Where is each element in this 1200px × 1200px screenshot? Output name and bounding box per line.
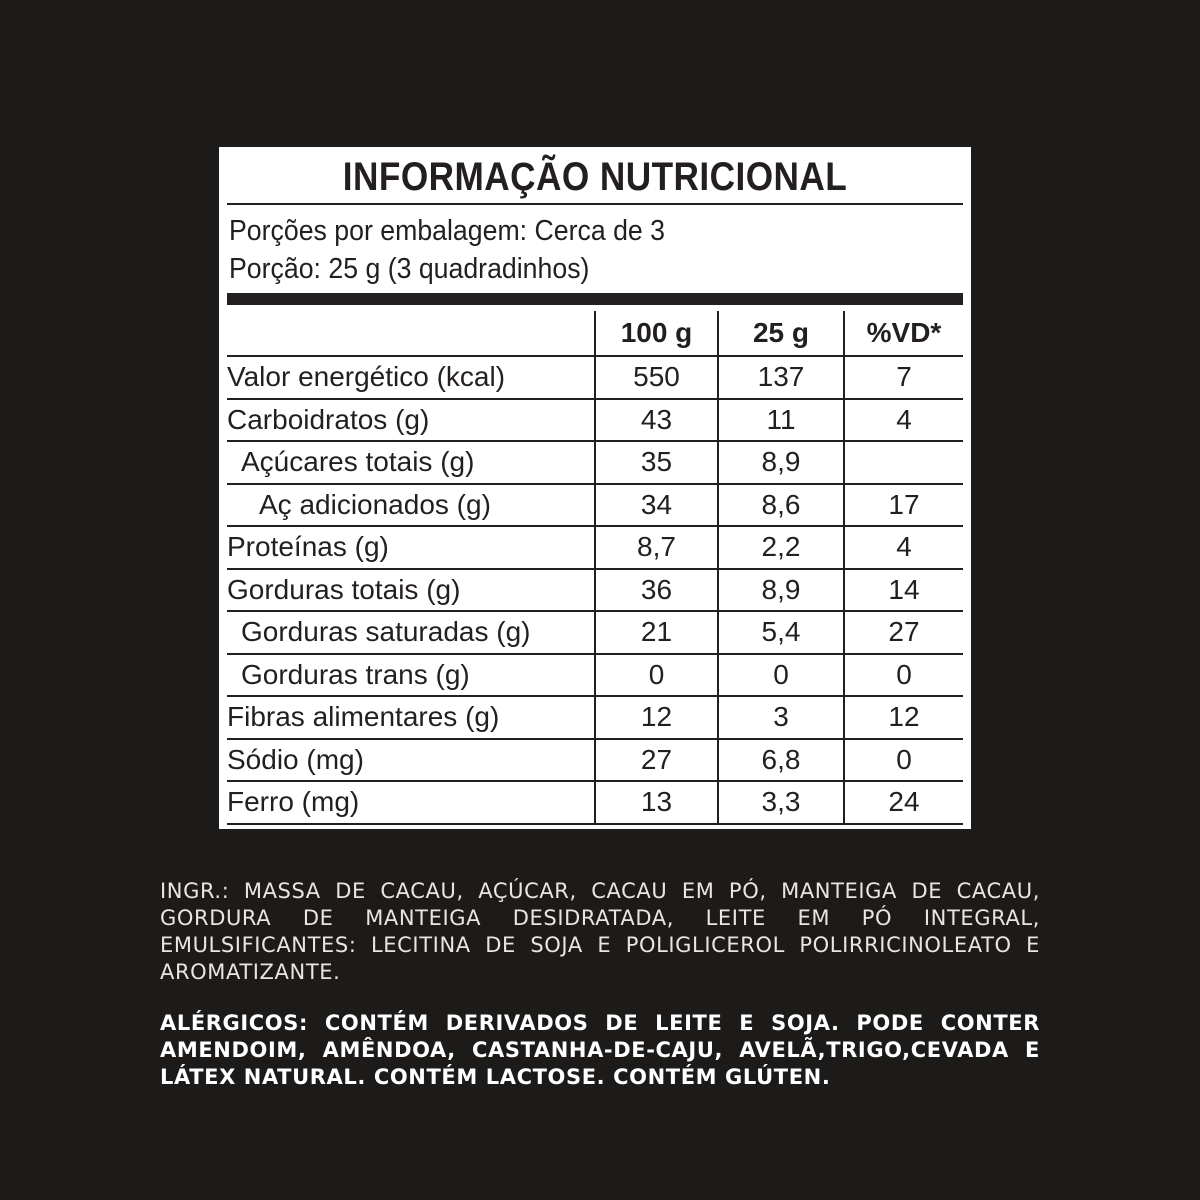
value-vd: 14 — [844, 569, 963, 612]
value-25g: 3,3 — [718, 781, 844, 824]
value-25g: 2,2 — [718, 526, 844, 569]
table-row — [227, 441, 963, 484]
table-row — [227, 356, 963, 399]
table-row — [227, 611, 963, 654]
value-vd: 12 — [844, 696, 963, 739]
value-vd: 7 — [844, 356, 963, 399]
nutrient-name: Ferro (mg) — [227, 781, 595, 824]
value-100g: 8,7 — [595, 526, 718, 569]
ingredients-text: INGR.: MASSA DE CACAU, AÇÚCAR, CACAU EM PÓ, MANTEIGA DE CACAU, GORDURA DE MANTEIGA DESIDRATADA, LEITE EM PÓ INTEGRAL, EMULSIFICANTES: LECITINA DE SOJA E POLIGLICEROL POLIRRICINOLEATO E AROMATIZANTE. — [160, 879, 1040, 984]
value-100g: 36 — [595, 569, 718, 612]
nutrient-name: Carboidratos (g) — [227, 399, 595, 442]
header-100g: 100 g — [595, 311, 718, 356]
header-vd: %VD* — [844, 311, 963, 356]
value-vd: 27 — [844, 611, 963, 654]
nutrient-name: Gorduras totais (g) — [227, 569, 595, 612]
value-100g: 550 — [595, 356, 718, 399]
value-100g: 34 — [595, 484, 718, 527]
value-100g: 13 — [595, 781, 718, 824]
value-25g: 137 — [718, 356, 844, 399]
value-100g: 43 — [595, 399, 718, 442]
value-vd: 17 — [844, 484, 963, 527]
nutrient-name: Gorduras saturadas (g) — [227, 611, 595, 654]
value-25g: 5,4 — [718, 611, 844, 654]
nutrition-table — [227, 311, 963, 825]
table-row — [227, 526, 963, 569]
nutrient-name: Gorduras trans (g) — [227, 654, 595, 697]
value-25g: 8,6 — [718, 484, 844, 527]
thick-divider — [227, 293, 963, 305]
value-100g: 35 — [595, 441, 718, 484]
table-row — [227, 569, 963, 612]
value-vd: 24 — [844, 781, 963, 824]
value-25g: 6,8 — [718, 739, 844, 782]
nutrient-name: Aç adicionados (g) — [227, 484, 595, 527]
table-row — [227, 739, 963, 782]
nutrient-name: Sódio (mg) — [227, 739, 595, 782]
table-row — [227, 781, 963, 824]
value-25g: 3 — [718, 696, 844, 739]
nutrient-name: Fibras alimentares (g) — [227, 696, 595, 739]
table-row — [227, 399, 963, 442]
value-25g: 0 — [718, 654, 844, 697]
value-vd: 4 — [844, 399, 963, 442]
nutrient-name: Valor energético (kcal) — [227, 356, 595, 399]
servings-per-package: Porções por embalagem: Cerca de 3 — [229, 215, 666, 247]
header-25g: 25 g — [718, 311, 844, 356]
table-row — [227, 654, 963, 697]
allergens-text: ALÉRGICOS: CONTÉM DERIVADOS DE LEITE E SOJA. PODE CONTER AMENDOIM, AMÊNDOA, CASTANHA-DE-CAJU, AVELÃ,TRIGO,CEVADA E LÁTEX NATURAL. CONTÉM LACTOSE. CONTÉM GLÚTEN. — [160, 1011, 1040, 1089]
value-100g: 12 — [595, 696, 718, 739]
value-vd — [844, 441, 963, 484]
table-row — [227, 696, 963, 739]
value-25g: 11 — [718, 399, 844, 442]
value-25g: 8,9 — [718, 569, 844, 612]
value-vd: 0 — [844, 739, 963, 782]
value-vd: 4 — [844, 526, 963, 569]
serving-size: Porção: 25 g (3 quadradinhos) — [229, 253, 590, 285]
value-vd: 0 — [844, 654, 963, 697]
nutrition-title: INFORMAÇÃO NUTRICIONAL — [342, 155, 848, 199]
header-empty — [227, 311, 595, 356]
nutrition-facts-label — [219, 147, 971, 829]
table-header-row — [227, 311, 963, 356]
nutrient-name: Proteínas (g) — [227, 526, 595, 569]
title-divider — [227, 203, 963, 205]
value-100g: 27 — [595, 739, 718, 782]
table-row — [227, 484, 963, 527]
value-100g: 21 — [595, 611, 718, 654]
value-25g: 8,9 — [718, 441, 844, 484]
value-100g: 0 — [595, 654, 718, 697]
nutrient-name: Açúcares totais (g) — [227, 441, 595, 484]
